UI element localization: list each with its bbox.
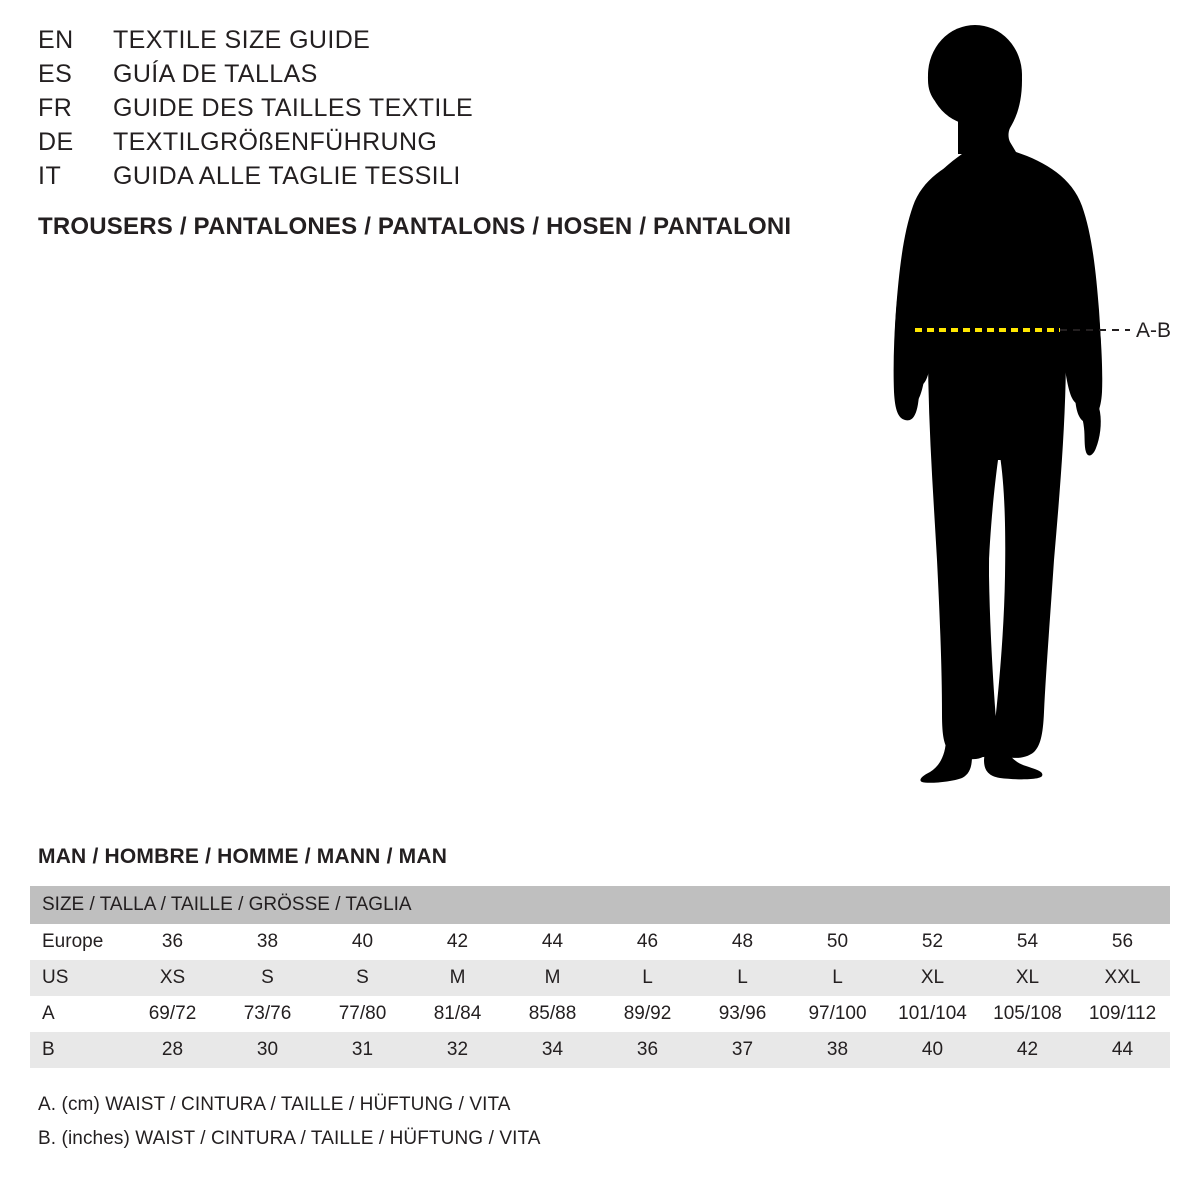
table-cell: 30 bbox=[220, 1032, 315, 1068]
language-code: EN bbox=[38, 26, 74, 54]
language-code: FR bbox=[38, 94, 73, 122]
model-figure bbox=[820, 20, 1190, 800]
table-cell: 54 bbox=[980, 924, 1075, 960]
table-cell: 101/104 bbox=[885, 996, 980, 1032]
language-row bbox=[38, 130, 818, 155]
table-row bbox=[30, 960, 1170, 996]
table-header-row bbox=[30, 886, 1170, 924]
table-cell: 44 bbox=[1075, 1032, 1170, 1068]
language-code: DE bbox=[38, 128, 74, 156]
table-cell: 40 bbox=[885, 1032, 980, 1068]
table-row bbox=[30, 924, 1170, 960]
table-header-label: SIZE / TALLA / TAILLE / GRÖSSE / TAGLIA bbox=[30, 886, 1170, 924]
table-cell: 28 bbox=[125, 1032, 220, 1068]
table-cell: 42 bbox=[410, 924, 505, 960]
table-cell: 97/100 bbox=[790, 996, 885, 1032]
footnotes bbox=[30, 1094, 1170, 1150]
table-cell: XL bbox=[980, 960, 1075, 996]
table-cell: 46 bbox=[600, 924, 695, 960]
row-label: US bbox=[30, 960, 125, 996]
size-table-section bbox=[30, 845, 1170, 1162]
footnote-b: B. (inches) WAIST / CINTURA / TAILLE / HÜFTUNG / VITA bbox=[38, 1128, 541, 1149]
table-cell: 32 bbox=[410, 1032, 505, 1068]
row-label: B bbox=[30, 1032, 125, 1068]
table-cell: 36 bbox=[125, 924, 220, 960]
table-caption: MAN / HOMBRE / HOMME / MANN / MAN bbox=[38, 845, 448, 868]
language-title: GUIDA ALLE TAGLIE TESSILI bbox=[113, 162, 461, 190]
table-cell: 48 bbox=[695, 924, 790, 960]
table-cell: 105/108 bbox=[980, 996, 1075, 1032]
table-cell: 73/76 bbox=[220, 996, 315, 1032]
footnote-a: A. (cm) WAIST / CINTURA / TAILLE / HÜFTUNG / VITA bbox=[38, 1094, 511, 1115]
table-cell: 109/112 bbox=[1075, 996, 1170, 1032]
language-title: TEXTILE SIZE GUIDE bbox=[113, 26, 371, 54]
size-table bbox=[30, 886, 1170, 1068]
language-row bbox=[38, 62, 818, 87]
table-cell: 40 bbox=[315, 924, 410, 960]
table-row bbox=[30, 1032, 1170, 1068]
table-cell: 89/92 bbox=[600, 996, 695, 1032]
table-cell: 52 bbox=[885, 924, 980, 960]
language-row bbox=[38, 164, 818, 189]
language-title: GUIDE DES TAILLES TEXTILE bbox=[113, 94, 474, 122]
table-cell: 38 bbox=[220, 924, 315, 960]
table-cell: XS bbox=[125, 960, 220, 996]
language-row bbox=[38, 28, 818, 53]
table-cell: 50 bbox=[790, 924, 885, 960]
table-cell: 69/72 bbox=[125, 996, 220, 1032]
table-cell: M bbox=[410, 960, 505, 996]
measure-label-ab: A-B bbox=[1136, 319, 1172, 342]
table-cell: 44 bbox=[505, 924, 600, 960]
table-cell: 56 bbox=[1075, 924, 1170, 960]
table-cell: L bbox=[790, 960, 885, 996]
table-cell: 81/84 bbox=[410, 996, 505, 1032]
table-cell: 85/88 bbox=[505, 996, 600, 1032]
header-block bbox=[38, 28, 818, 241]
table-cell: 42 bbox=[980, 1032, 1075, 1068]
table-cell: XL bbox=[885, 960, 980, 996]
table-cell: L bbox=[695, 960, 790, 996]
language-row bbox=[38, 96, 818, 121]
table-cell: M bbox=[505, 960, 600, 996]
garment-type-subtitle: TROUSERS / PANTALONES / PANTALONS / HOSEN / PANTALONI bbox=[38, 213, 792, 240]
table-cell: 38 bbox=[790, 1032, 885, 1068]
table-cell: 77/80 bbox=[315, 996, 410, 1032]
language-title: GUÍA DE TALLAS bbox=[113, 60, 318, 88]
table-cell: S bbox=[220, 960, 315, 996]
table-row bbox=[30, 996, 1170, 1032]
table-cell: 36 bbox=[600, 1032, 695, 1068]
table-cell: S bbox=[315, 960, 410, 996]
row-label: A bbox=[30, 996, 125, 1032]
table-cell: 31 bbox=[315, 1032, 410, 1068]
table-cell: XXL bbox=[1075, 960, 1170, 996]
table-cell: L bbox=[600, 960, 695, 996]
table-cell: 93/96 bbox=[695, 996, 790, 1032]
language-title: TEXTILGRÖßENFÜHRUNG bbox=[113, 128, 438, 156]
table-cell: 34 bbox=[505, 1032, 600, 1068]
language-code: ES bbox=[38, 60, 73, 88]
table-cell: 37 bbox=[695, 1032, 790, 1068]
row-label: Europe bbox=[30, 924, 125, 960]
language-code: IT bbox=[38, 162, 62, 190]
